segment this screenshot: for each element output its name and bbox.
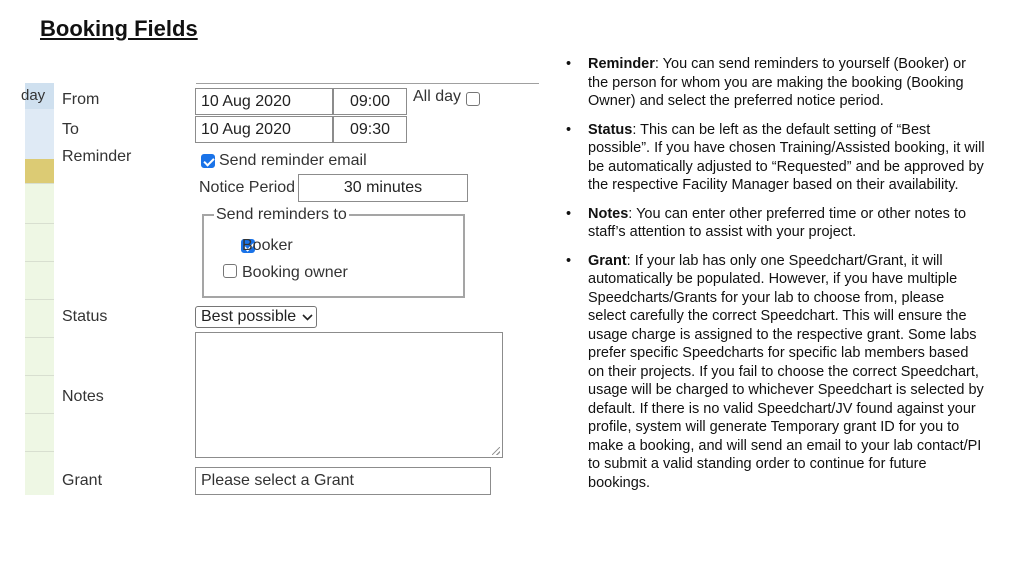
calendar-header-label: day — [21, 87, 46, 104]
calendar-gridline — [25, 183, 54, 184]
status-select-value: Best possible — [201, 308, 297, 325]
calendar-gridline — [25, 413, 54, 414]
send-reminder-label: Send reminder email — [219, 152, 367, 169]
bullet-term: Status — [588, 121, 633, 138]
booking-owner-checkbox[interactable] — [223, 264, 237, 278]
bullet-term: Notes — [588, 205, 629, 222]
bullet-grant — [566, 252, 986, 493]
bullet-term: Reminder — [588, 56, 655, 72]
send-reminders-to-group — [202, 214, 465, 298]
calendar-header — [21, 83, 54, 109]
calendar-gridline — [25, 223, 54, 224]
bullet-term: Grant — [588, 252, 627, 269]
notes-label: Notes — [62, 388, 104, 405]
booker-label: Booker — [242, 237, 293, 254]
status-select[interactable] — [195, 306, 317, 328]
from-label: From — [62, 91, 100, 108]
calendar-slot[interactable] — [25, 109, 54, 159]
calendar-selected-slot[interactable] — [25, 159, 54, 183]
bullet-text: : This can be left as the default setting of “Best possible”. If you have chosen Training/Assisted booking, it will be automatically adjusted to “Requested” and be approved by the respective Facility Manager based on their availability. — [588, 121, 985, 193]
calendar-gridline — [25, 451, 54, 452]
bullet-notes — [566, 205, 986, 242]
grant-label: Grant — [62, 472, 103, 489]
notice-period-input[interactable]: 30 minutes — [298, 174, 468, 202]
status-label: Status — [62, 308, 108, 325]
calendar-gridline — [25, 375, 54, 376]
resize-grip-icon[interactable] — [492, 447, 500, 455]
reminder-label: Reminder — [62, 148, 132, 165]
notes-textarea[interactable] — [195, 332, 503, 458]
form-divider — [196, 83, 539, 84]
calendar-gridline — [25, 337, 54, 338]
to-date-input[interactable]: 10 Aug 2020 — [195, 116, 333, 143]
bullet-status — [566, 121, 986, 195]
all-day-checkbox[interactable] — [466, 92, 480, 106]
all-day-label: All day — [413, 88, 462, 105]
to-time-input[interactable]: 09:30 — [333, 116, 407, 143]
calendar-strip — [21, 83, 54, 495]
calendar-gridline — [25, 261, 54, 262]
notice-period-label: Notice Period — [199, 179, 296, 196]
to-label: To — [62, 121, 79, 138]
explanation-list — [566, 55, 986, 502]
bullet-text: : You can send reminders to yourself (Booker) or the person for whom you are making the booking (Booking Owner) and select the preferred notice period. — [588, 56, 966, 109]
calendar-gridline — [25, 299, 54, 300]
booking-owner-label: Booking owner — [242, 264, 348, 281]
from-date-input[interactable]: 10 Aug 2020 — [195, 88, 333, 115]
bullet-text: : You can enter other preferred time or other notes to staff’s attention to assist with your project. — [588, 205, 967, 240]
grant-input[interactable]: Please select a Grant — [195, 467, 491, 495]
send-reminder-checkbox[interactable] — [201, 154, 215, 168]
chevron-down-icon — [302, 310, 313, 324]
send-reminders-to-legend: Send reminders to — [216, 206, 347, 223]
slide-title: Booking Fields — [40, 16, 198, 41]
from-time-input[interactable]: 09:00 — [333, 88, 407, 115]
bullet-reminder — [566, 55, 986, 111]
bullet-text: : If your lab has only one Speedchart/Grant, it will automatically be populated. However, if you have multiple Speedcharts/Grants for your lab to choose from, please select carefully the correct Speedchart. This will ensure the usage charge is assigned to the respective grant. Some labs prefer specific Speedcharts for specific lab members based on their projects. If you fail to choose the correct Speedchart, usage will be charged to whichever Speedchart is selected by default. If there is no valid Speedchart/JV found against your profile, system will generate Temporary grant ID for you to make a booking, and will send an email to your lab contact/PI to submit a valid standing order to continue for future bookings. — [588, 252, 984, 491]
